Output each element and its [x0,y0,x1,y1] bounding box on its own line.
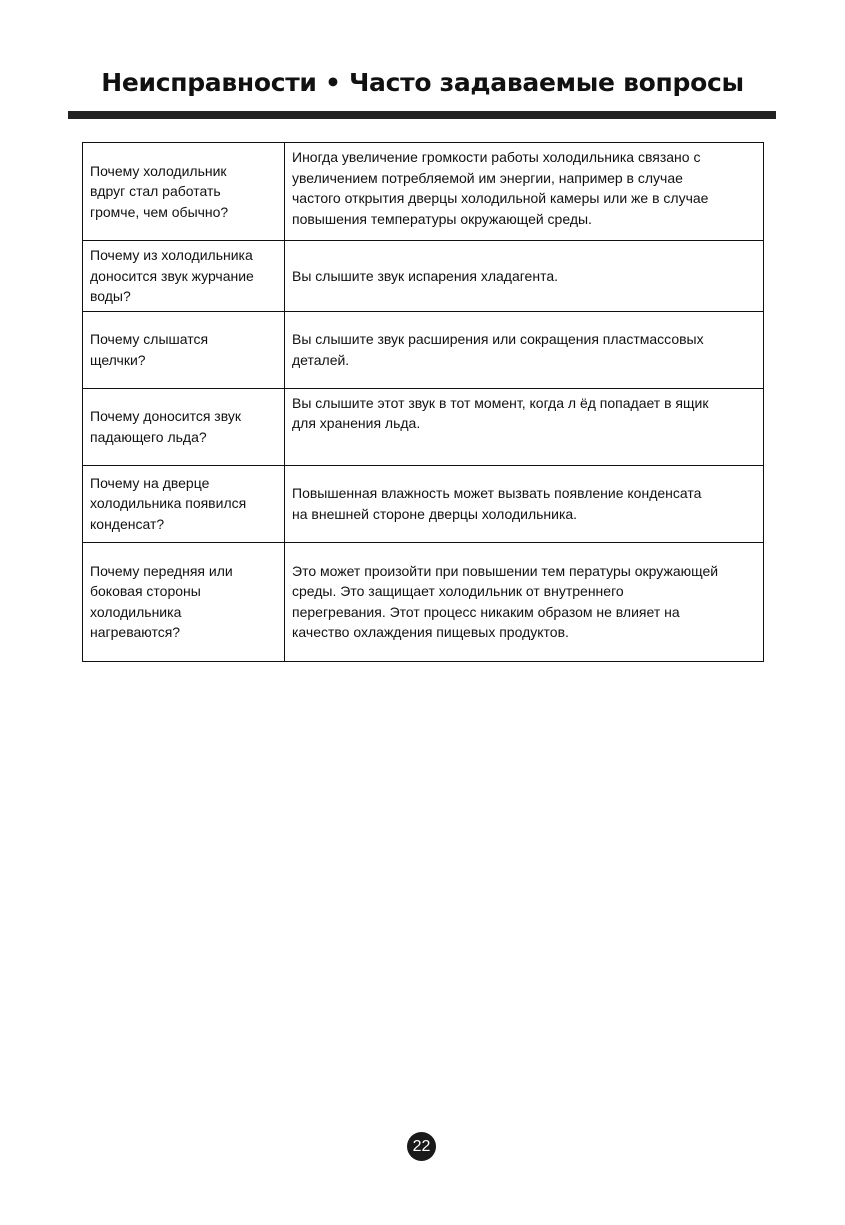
table-row [83,465,764,542]
table-row [83,388,764,465]
question-cell: Почему доносится звук падающего льда? [83,388,285,465]
answer-cell: Вы слышите этот звук в тот момент, когда л ёд попадает в ящик для хранения льда. [285,388,764,465]
title-divider [68,111,776,119]
answer-cell: Иногда увеличение громкости работы холодильника связано с увеличением потребляемой им энергии, например в случае частого открытия дверцы холодильной камеры или же в случае повышения температуры окружающей среды. [285,143,764,241]
answer-cell: Это может произойти при повышении тем пературы окружающей среды. Это защищает холодильник от внутреннего перегревания. Этот процесс никаким образом не влияет на качество охлаждения пищевых продуктов. [285,542,764,661]
question-cell: Почему передняя или боковая стороны холодильника нагреваются? [83,542,285,661]
page-title: Неисправности • Часто задаваемые вопросы [101,68,744,97]
answer-cell: Вы слышите звук испарения хладагента. [285,241,764,312]
table-row [83,311,764,388]
table-row [83,241,764,312]
question-cell: Почему на дверце холодильника появился конденсат? [83,465,285,542]
table-row [83,542,764,661]
answer-cell: Повышенная влажность может вызвать появление конденсата на внешней стороне дверцы холодильника. [285,465,764,542]
answer-cell: Вы слышите звук расширения или сокращения пластмассовых деталей. [285,311,764,388]
page-number: 22 [407,1132,436,1161]
question-cell: Почему холодильник вдруг стал работать громче, чем обычно? [83,143,285,241]
question-cell: Почему из холодильника доносится звук журчание воды? [83,241,285,312]
table-row [83,143,764,241]
question-cell: Почему слышатся щелчки? [83,311,285,388]
faq-table [82,142,764,662]
